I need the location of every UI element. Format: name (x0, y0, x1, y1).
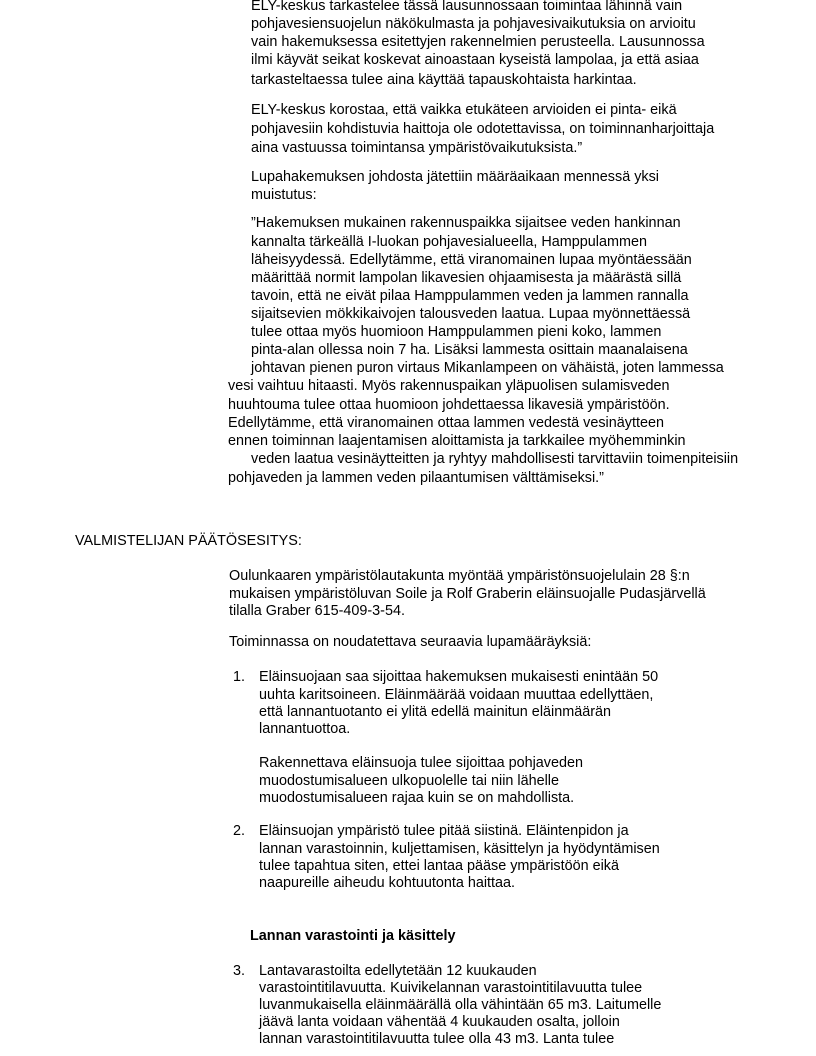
item2-line-1: Eläinsuojan ympäristö tulee pitää siistinä. Eläintenpidon ja (259, 823, 629, 839)
quote2-line-13: ennen toiminnan laajentamisen aloittamista ja tarkkailee myöhemminkin (228, 433, 686, 449)
quote2-line-11: huuhtouma tulee ottaa huomioon johdettaessa likavesiä ympäristöön. (228, 397, 670, 413)
quote2-line-4: määrittää normit lampolan likavesien ohjaamisesta ja määrästä sillä (251, 270, 682, 286)
reminder-intro-line-2: muistutus: (251, 187, 317, 203)
item1-p2-line-2: muodostumisalueen ulkopuolelle tai niin lähelle (259, 773, 559, 789)
quote2-line-3: läheisyydessä. Edellytämme, että viranomainen lupaa myöntäessään (251, 252, 692, 268)
item3-number: 3. (233, 963, 246, 979)
quote1-p1-line-5: tarkasteltaessa tulee aina käyttää tapauskohtaista harkintaa. (251, 72, 637, 88)
item1-p1-line-4: lannantuottoa. (259, 721, 351, 737)
quote2-line-8: pinta-alan ollessa noin 7 ha. Lisäksi lammesta osittain maanalaisena (251, 342, 688, 358)
item2-line-2: lannan varastoinnin, kuljettamisen, käsittelyn ja hyödyntämisen (259, 841, 660, 857)
quote1-p2-line-1: ELY-keskus korostaa, että vaikka etukäteen arvioiden ei pinta- eikä (251, 102, 677, 118)
item3-line-5: lannan varastointitilavuutta tulee olla 43 m3. Lanta tulee (259, 1031, 615, 1047)
item1-number: 1. (233, 669, 246, 685)
item3-line-4: jäävä lanta voidaan vähentää 4 kuukauden osalta, jolloin (259, 1014, 620, 1030)
quote1-p1-line-3: vain hakemuksessa esitettyjen rakennelmien perusteella. Lausunnossa (251, 34, 705, 50)
item1-p1-line-2: uuhta karitsoineen. Eläinmäärää voidaan muuttaa edellyttäen, (259, 687, 654, 703)
decision-line-2: mukaisen ympäristöluvan Soile ja Rolf Graberin eläinsuojalle Pudasjärvellä (229, 586, 706, 602)
decision-line-1: Oulunkaaren ympäristölautakunta myöntää ympäristönsuojelulain 28 §:n (229, 568, 690, 584)
quote1-p1-line-1: ELY-keskus tarkastelee tässä lausunnossaan toimintaa lähinnä vain (251, 0, 683, 14)
section-heading: VALMISTELIJAN PÄÄTÖSESITYS: (75, 533, 302, 549)
quote2-line-14: veden laatua vesinäytteitten ja ryhtyy mahdollisesti tarvittaviin toimenpiteisiin (251, 451, 739, 467)
item3-line-2: varastointitilavuutta. Kuivikelannan varastointitilavuutta tulee (259, 980, 643, 996)
item3-line-3: luvanmukaisella eläinmäärällä olla vähintään 65 m3. Laitumelle (259, 997, 662, 1013)
quote1-p1-line-4: ilmi käyvät seikat koskevat ainoastaan kyseistä lampolaa, ja että asiaa (251, 52, 699, 68)
quote2-line-7: tulee ottaa myös huomioon Hamppulammen pieni koko, lammen (251, 324, 662, 340)
item3-line-1: Lantavarastoilta edellytetään 12 kuukauden (259, 963, 537, 979)
quote2-line-6: sijaitsevien mökkikaivojen talousveden laatua. Lupaa myönnettäessä (251, 306, 691, 322)
item1-p1-line-1: Eläinsuojaan saa sijoittaa hakemuksen mukaisesti enintään 50 (259, 669, 659, 685)
item1-p2-line-1: Rakennettava eläinsuoja tulee sijoittaa pohjaveden (259, 755, 584, 771)
item2-line-3: tulee tapahtua siten, ettei lantaa pääse ympäristöön eikä (259, 858, 620, 874)
item2-number: 2. (233, 823, 246, 839)
quote2-line-9: johtavan pienen puron virtaus Mikanlampeen on vähäistä, joten lammessa (251, 360, 724, 376)
quote1-p2-line-3: aina vastuussa toimintansa ympäristövaikutuksista.” (251, 140, 583, 156)
quote2-line-2: kannalta tärkeällä I-luokan pohjavesialueella, Hamppulammen (251, 234, 647, 250)
quote2-line-15: pohjaveden ja lammen veden pilaantumisen välttämiseksi.” (228, 470, 604, 486)
quote2-line-12: Edellytämme, että viranomainen ottaa lammen vedestä vesinäytteen (228, 415, 664, 431)
reminder-intro-line-1: Lupahakemuksen johdosta jätettiin määräaikaan mennessä yksi (251, 169, 659, 185)
quote2-line-10: vesi vaihtuu hitaasti. Myös rakennuspaikan yläpuolisen sulamisveden (228, 378, 670, 394)
decision-line-3: tilalla Graber 615-409-3-54. (229, 603, 405, 619)
quote1-p2-line-2: pohjavesiin kohdistuvia haittoja ole odotettavissa, on toiminnanharjoittaja (251, 121, 715, 137)
quote2-line-5: tavoin, että ne eivät pilaa Hamppulammen veden ja lammen rannalla (251, 288, 689, 304)
lannan-subheading: Lannan varastointi ja käsittely (250, 928, 456, 944)
item1-p2-line-3: muodostumisalueen rajaa kuin se on mahdollista. (259, 790, 575, 806)
quote1-p1-line-2: pohjavesiensuojelun näkökulmasta ja pohjavesivaikutuksia on arvioitu (251, 16, 696, 32)
conditions-intro: Toiminnassa on noudatettava seuraavia lupamääräyksiä: (229, 634, 592, 650)
quote2-line-1: ”Hakemuksen mukainen rakennuspaikka sijaitsee veden hankinnan (251, 215, 681, 231)
item1-p1-line-3: että lannantuotanto ei ylitä edellä mainitun eläinmäärän (259, 704, 612, 720)
item2-line-4: naapureille aiheudu kohtuutonta haittaa. (259, 875, 516, 891)
